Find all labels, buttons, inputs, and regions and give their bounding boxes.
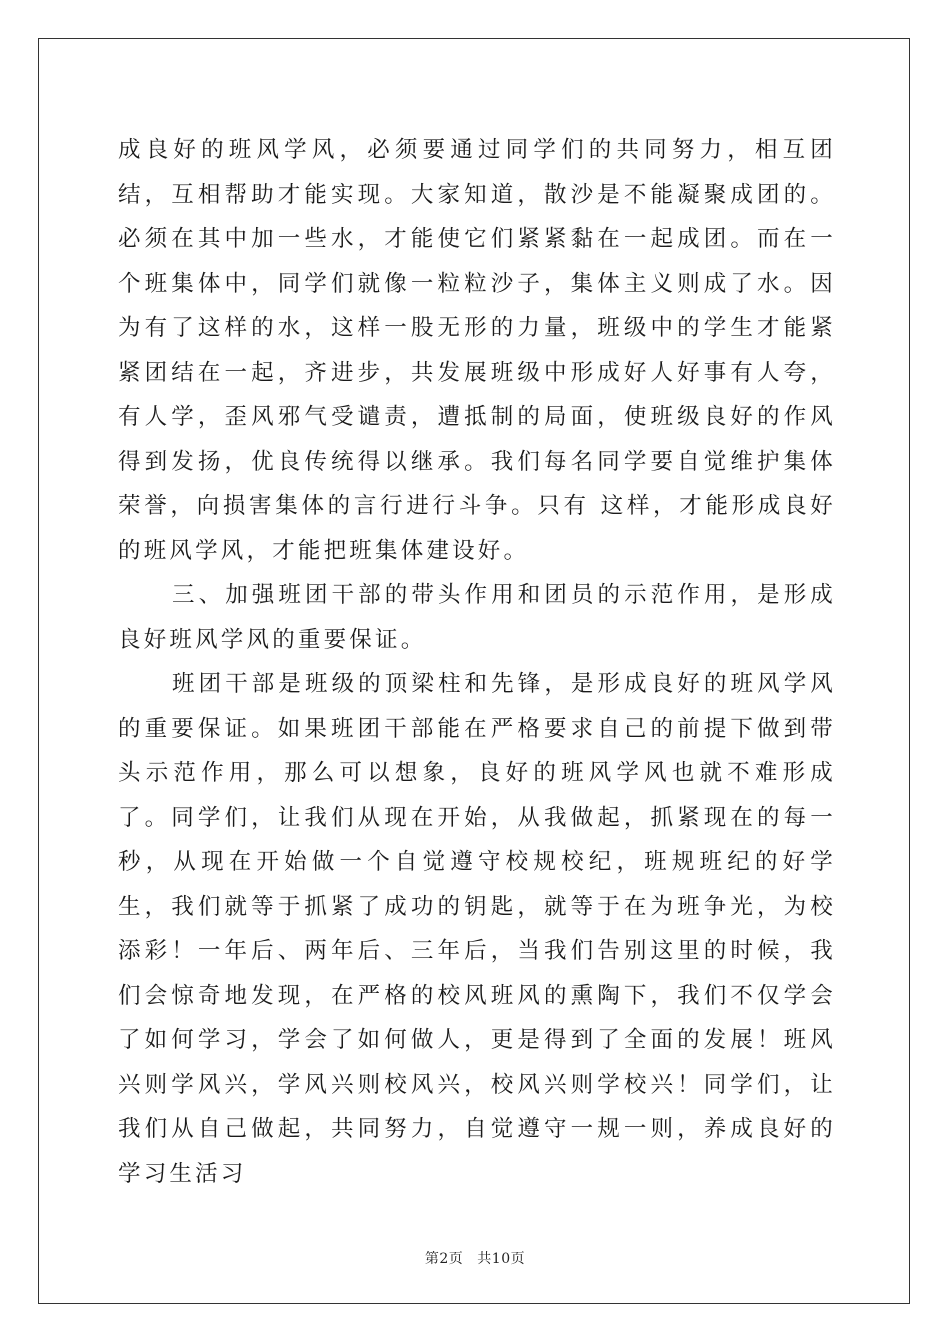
document-body [118, 128, 836, 1196]
paragraph-2: 三、加强班团干部的带头作用和团员的示范作用，是形成良好班风学风的重要保证。 [118, 582, 836, 653]
page-footer [0, 1248, 950, 1268]
page-total: 共10页 [477, 1251, 526, 1267]
paragraph-1: 成良好的班风学风，必须要通过同学们的共同努力，相互团结，互相帮助才能实现。大家知道，散沙是不能凝聚成团的。必须在其中加一些水，才能使它们紧紧黏在一起成团。而在一个班集体中，同学们就像一粒粒沙子，集体主义则成了水。因为有了这样的水，这样一股无形的力量，班级中的学生才能紧紧团结在一起，齐进步，共发展班级中形成好人好事有人夸，有人学，歪风邪气受谴责，遭抵制的局面，使班级良好的作风得到发扬，优良传统得以继承。我们每名同学要自觉维护集体荣誉，向损害集体的言行进行斗争。只有 这样，才能形成良好的班风学风，才能把班集体建设好。 [118, 137, 836, 564]
paragraph-3: 班团干部是班级的顶梁柱和先锋，是形成良好的班风学风的重要保证。如果班团干部能在严格要求自己的前提下做到带头示范作用，那么可以想象，良好的班风学风也就不难形成了。同学们，让我们从现在开始，从我做起，抓紧现在的每一秒，从现在开始做一个自觉遵守校规校纪，班规班纪的好学生，我们就等于抓紧了成功的钥匙，就等于在为班争光，为校添彩！一年后、两年后、三年后，当我们告别这里的时候，我们会惊奇地发现，在严格的校风班风的熏陶下，我们不仅学会了如何学习，学会了如何做人，更是得到了全面的发展！班风兴则学风兴，学风兴则校风兴，校风兴则学校兴！同学们，让我们从自己做起，共同努力，自觉遵守一规一则，养成良好的学习生活习 [118, 671, 836, 1187]
page-number: 第2页 [424, 1251, 464, 1267]
